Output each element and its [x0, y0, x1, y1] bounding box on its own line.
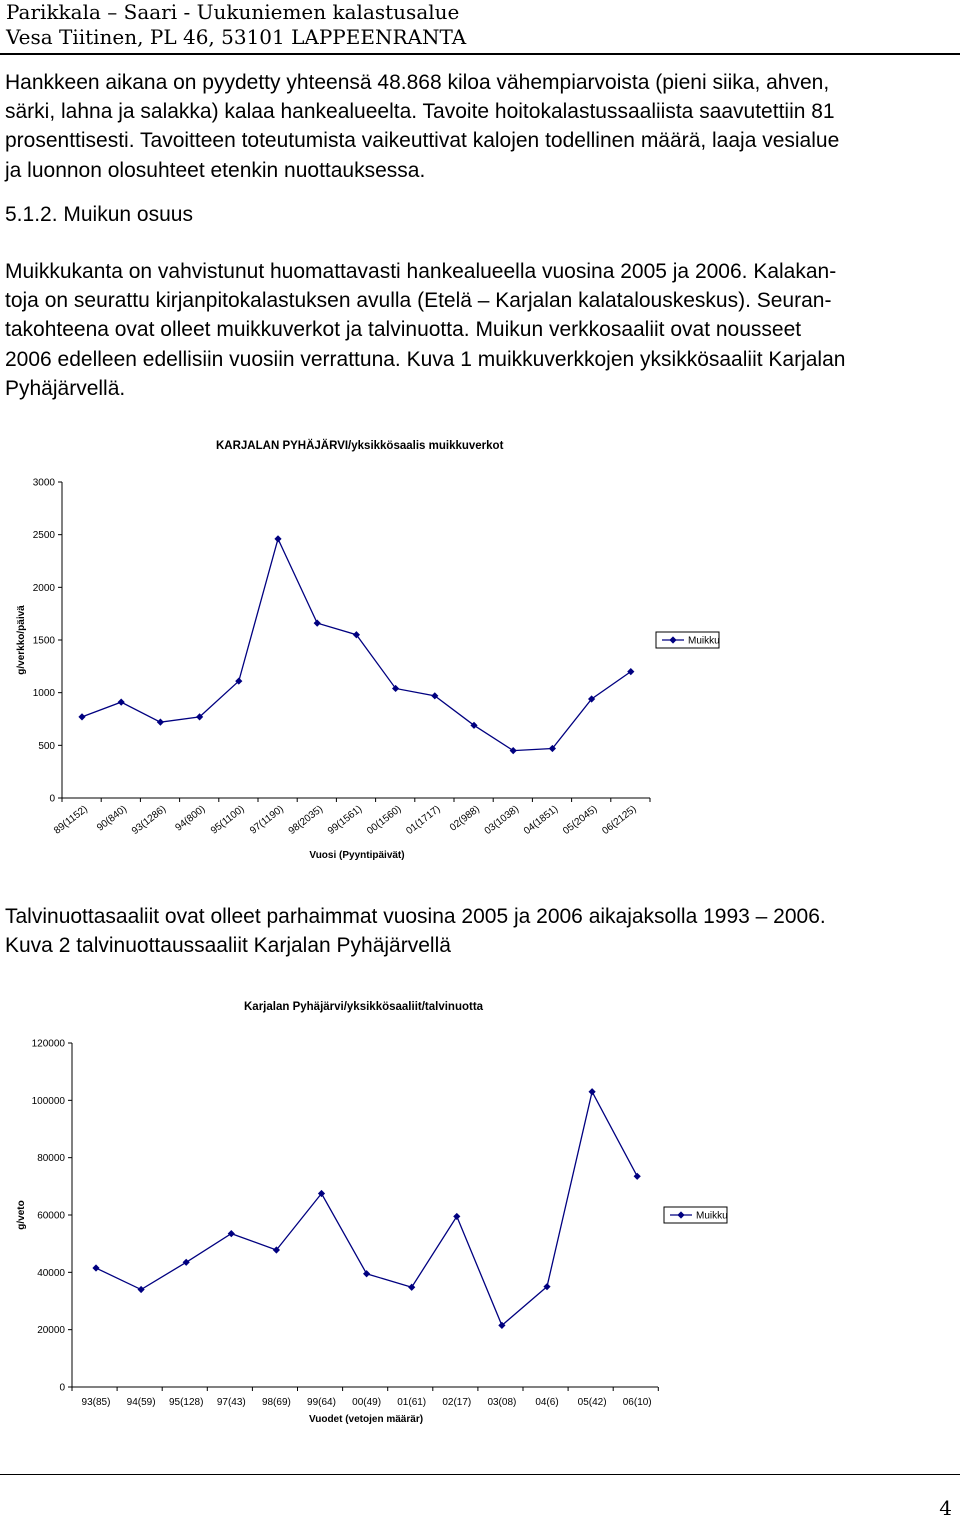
paragraph-muikku: [5, 257, 957, 403]
paragraph-nuotta: [5, 902, 957, 960]
text-line: Talvinuottasaaliit ovat olleet parhaimmat vuosina 2005 ja 2006 aikajaksolla 1993 – 2006.: [5, 905, 826, 928]
text-line: 2006 edelleen edellisiin vuosiin verrattuna. Kuva 1 muikkuverkkojen yksikkösaaliit Karjalan: [5, 347, 846, 371]
x-tick-label: 94(800): [173, 803, 208, 834]
x-tick-label: 03(08): [487, 1397, 517, 1408]
header-title: Parikkala – Saari - Uukuniemen kalastusalue: [6, 0, 460, 24]
x-tick-label: 05(2045): [561, 803, 600, 838]
x-tick-label: 90(840): [95, 803, 130, 834]
data-point-marker: [118, 699, 125, 706]
x-tick-label: 89(1152): [52, 803, 90, 837]
x-tick-label: 00(1560): [365, 803, 404, 838]
y-tick-label: 20000: [37, 1325, 65, 1337]
y-tick-label: 40000: [37, 1267, 65, 1279]
data-point-marker: [157, 719, 164, 726]
series-line: [96, 1092, 637, 1326]
data-point-marker: [228, 1230, 235, 1237]
paragraph-intro: [5, 68, 957, 185]
header-rule: [0, 53, 960, 55]
text-line: prosenttisesti. Tavoitteen toteutumista vaikeuttivat kalojen todellinen määrä, laaja vesialue: [5, 129, 840, 153]
y-axis-title: g/verkko/päivä: [16, 605, 27, 675]
legend-label: Muikku: [688, 635, 720, 647]
x-tick-label: 97(1190): [248, 803, 286, 837]
x-tick-label: 95(1100): [208, 803, 247, 837]
x-tick-label: 95(128): [168, 1397, 204, 1408]
y-tick-label: 1000: [32, 688, 55, 700]
x-tick-label: 04(1851): [521, 803, 561, 838]
chart1-svg: [0, 465, 960, 905]
data-point-marker: [314, 620, 321, 627]
y-tick-label: 3000: [32, 477, 55, 489]
page-number: 4: [939, 1496, 952, 1520]
text-line: Pyhäjärvellä.: [5, 376, 126, 400]
text-line: ja luonnon olosuhteet etenkin nuottauksessa.: [5, 158, 426, 182]
x-tick-label: 93(85): [81, 1397, 111, 1408]
y-tick-label: 0: [49, 793, 55, 805]
x-tick-label: 93(1286): [129, 803, 169, 838]
x-tick-label: 99(64): [307, 1397, 336, 1408]
x-tick-label: 01(61): [397, 1397, 427, 1408]
section-heading: 5.1.2. Muikun osuus: [5, 203, 193, 226]
x-axis-title: Vuosi (Pyyntipäivät): [309, 850, 405, 861]
x-tick-label: 04(6): [535, 1397, 559, 1408]
data-point-marker: [453, 1213, 460, 1220]
data-point-marker: [363, 1270, 370, 1277]
data-point-marker: [92, 1264, 99, 1271]
footer-rule: [0, 1474, 960, 1475]
data-point-marker: [183, 1259, 190, 1266]
y-tick-label: 80000: [37, 1153, 65, 1165]
y-axis-title: g/veto: [16, 1200, 27, 1230]
x-tick-label: 06(2125): [600, 803, 639, 838]
text-line: Muikkukanta on vahvistunut huomattavasti hankealueella vuosina 2005 ja 2006. Kalakan-: [5, 260, 837, 283]
x-tick-label: 03(1038): [482, 803, 522, 838]
y-tick-label: 1500: [32, 635, 55, 647]
x-tick-label: 00(49): [352, 1397, 382, 1408]
y-tick-label: 2000: [32, 582, 55, 594]
x-tick-label: 98(69): [261, 1397, 291, 1408]
text-line: Hankkeen aikana on pyydetty yhteensä 48.868 kiloa vähempiarvoista (pieni siika, ahven,: [5, 71, 830, 94]
series-line: [82, 539, 631, 751]
chart1-title: KARJALAN PYHÄJÄRVI/yksikkösaalis muikkuverkot: [216, 440, 504, 452]
data-point-marker: [274, 535, 281, 542]
legend-label: Muikku: [696, 1210, 728, 1222]
x-tick-label: 06(10): [622, 1397, 652, 1408]
x-tick-label: 05(42): [577, 1397, 607, 1408]
data-point-marker: [589, 1088, 596, 1095]
x-tick-label: 98(2035): [286, 803, 326, 838]
chart2-title: Karjalan Pyhäjärvi/yksikkösaaliit/talvinuotta: [244, 1001, 484, 1013]
x-tick-label: 97(43): [216, 1397, 246, 1408]
data-point-marker: [634, 1173, 641, 1180]
y-tick-label: 2500: [32, 530, 55, 542]
text-line: Kuva 2 talvinuottaussaaliit Karjalan Pyhäjärvellä: [5, 934, 451, 958]
chart2-svg: [0, 1025, 960, 1445]
x-tick-label: 99(1561): [325, 803, 365, 838]
y-tick-label: 60000: [37, 1210, 65, 1222]
data-point-marker: [408, 1284, 415, 1291]
x-axis-title: Vuodet (vetojen määrär): [308, 1414, 424, 1425]
y-tick-label: 500: [38, 740, 55, 752]
text-line: takohteena ovat olleet muikkuverkot ja talvinuotta. Muikun verkkosaaliit ovat nousseet: [5, 318, 802, 342]
text-line: särki, lahna ja salakka) kalaa hankealueelta. Tavoite hoitokalastussaaliista saavutettiin 81: [5, 100, 835, 124]
text-line: toja on seurattu kirjanpitokalastuksen avulla (Etelä – Karjalan kalatalouskeskus). Seuran-: [5, 289, 832, 313]
data-point-marker: [78, 713, 85, 720]
document-header: [6, 0, 466, 50]
data-point-marker: [510, 747, 517, 754]
y-tick-label: 120000: [31, 1038, 65, 1050]
x-tick-label: 94(59): [126, 1397, 156, 1408]
data-point-marker: [138, 1286, 145, 1293]
x-tick-label: 02(17): [442, 1397, 472, 1408]
x-tick-label: 01(1717): [404, 803, 443, 838]
y-tick-label: 0: [59, 1382, 65, 1394]
y-tick-label: 100000: [31, 1095, 65, 1107]
x-tick-label: 02(988): [447, 803, 482, 834]
header-address: Vesa Tiitinen, PL 46, 53101 LAPPEENRANTA: [6, 25, 467, 49]
